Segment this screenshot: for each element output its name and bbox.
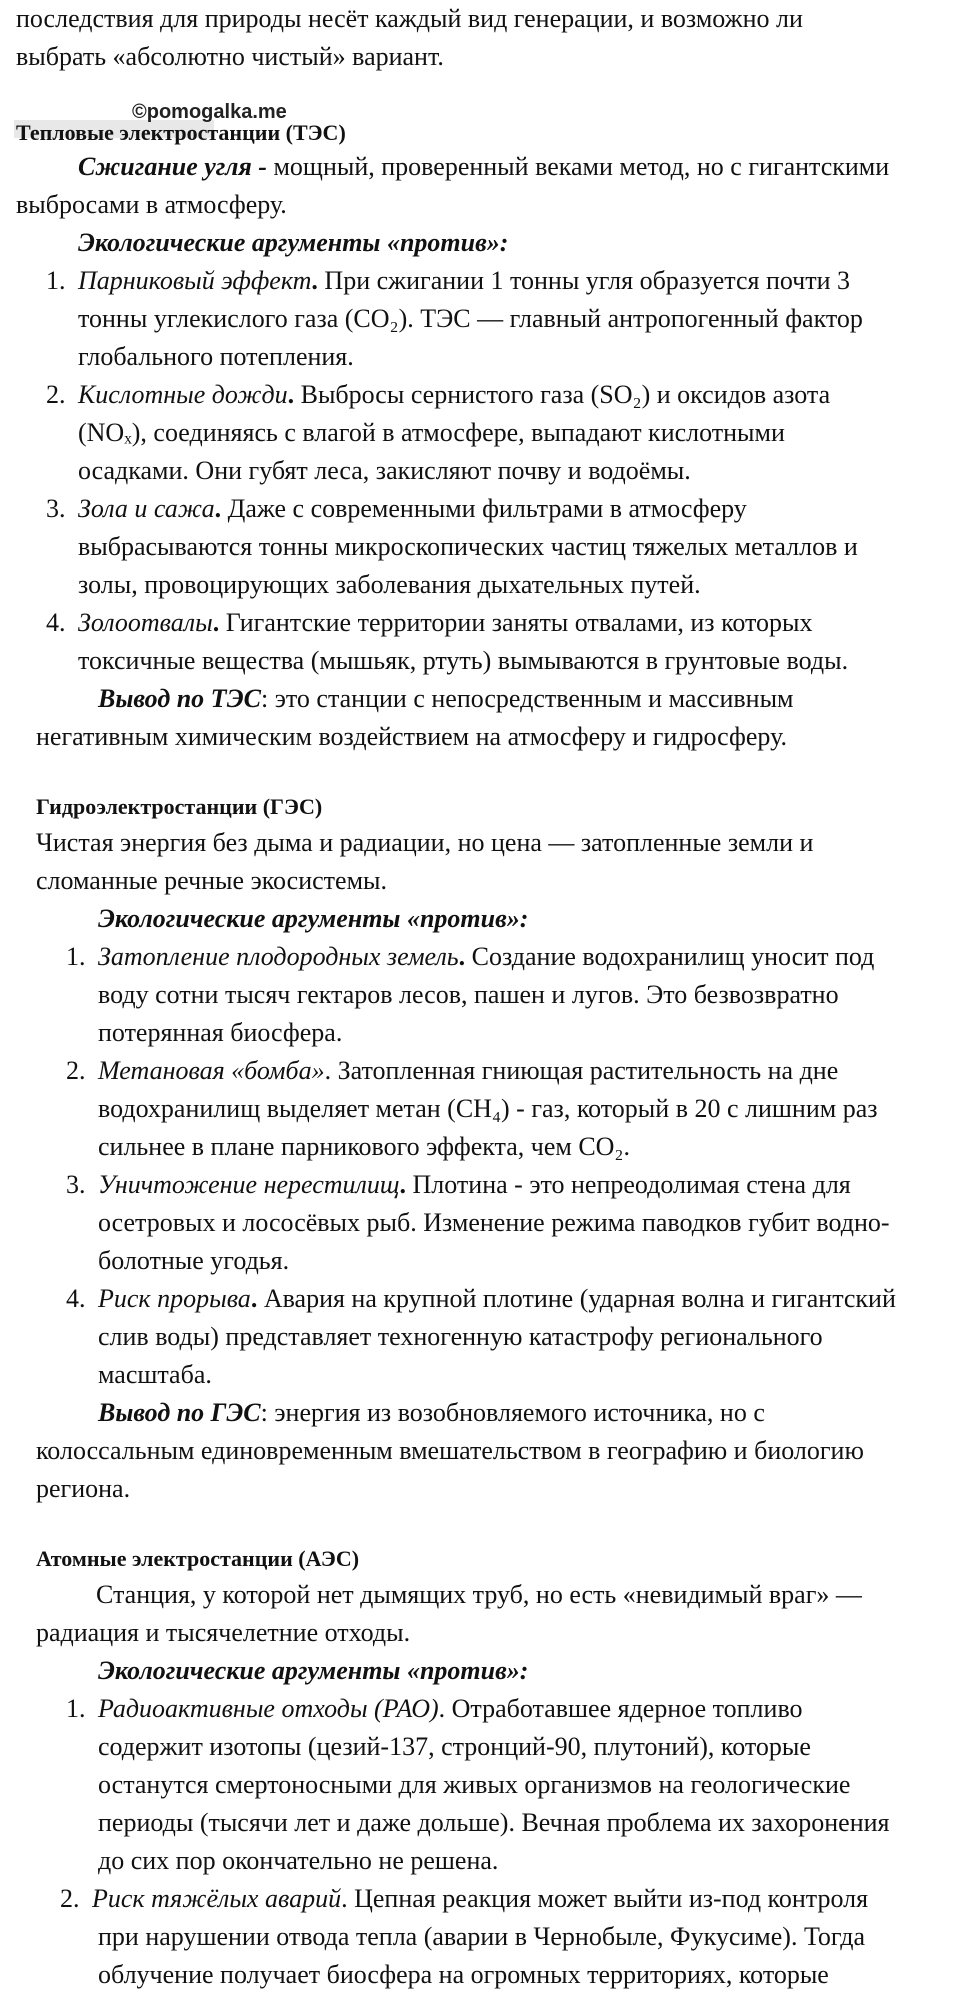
- aes-heading: Атомные электростанции (АЭС): [36, 1546, 360, 1571]
- aes-lead-line-2: радиация и тысячелетние отходы.: [36, 1618, 411, 1647]
- aes-lead-line-1: Станция, у которой нет дымящих труб, но есть «невидимый враг» —: [96, 1580, 862, 1609]
- intro-line-2: выбрать «абсолютно чистый» вариант.: [16, 42, 444, 71]
- ges-heading: Гидроэлектростанции (ГЭС): [36, 794, 323, 819]
- tes-heading: Тепловые электростанции (ТЭС): [16, 120, 346, 145]
- tes-lead-line-2: выбросами в атмосферу.: [16, 190, 287, 219]
- ges-conclusion-line-2: колоссальным единовременным вмешательством в географию и биологию: [36, 1436, 864, 1465]
- tes-lead: Сжигание угля - мощный, проверенный веками метод, но с гигантскими: [78, 152, 890, 181]
- ges-against-title: Экологические аргументы «против»:: [98, 904, 529, 933]
- document-page: последствия для природы несёт каждый вид генерации, и возможно ли выбрать «абсолютно чистый» вариант. ©pomogalka.me Тепловые электростанции (ТЭС) Сжигание угля - мощный, проверенный веками метод, но с гигантскими выбросами в атмосферу. Экологические аргументы «против»: 1. Парниковый эффект. При сжигании 1 тонны угля образуется почти 3 тонны углекислого газа (CO₂). ТЭС — главный антропогенный фактор глобального потепления. 2. Кислотные дожди. Выбросы сернистого газа (SO₂) и оксидов азота (NOₓ), соединяясь с влагой в атмосфере, выпадают кислотными осадками. Они губят леса, закисляют почву и водоёмы. 3. Зола и сажа. Даже с современными фильтрами в атмосферу выбрасываются тонны микроскопических частиц тяжелых металлов и золы, провоцирующих заболевания дыхательных путей. 4. Золоотвалы. Гигантские территории заняты отвалами, из которых токсичные вещества (мышьяк, ртуть) вымываются в грунтовые воды. Вывод по ТЭС: это станции с непосредственным и массивным негативным химическим воздействием на атмосферу и гидросферу. Гидроэлектростанции (ГЭС) Чистая энергия без дыма и радиации, но цена — затопленные земли и сломанные речные экосистемы. Экологические аргументы «против»: 1. Затопление плодородных земель. Создание водохранилищ уносит под воду сотни тысяч гектаров лесов, пашен и лугов. Это безвозвратно потерянная биосфера. 2. Метановая «бомба». Затопленная гниющая растительность на дне водохранилищ выделяет метан (CH₄) - газ, который в 20 с лишним раз сильнее в плане парникового эффекта, чем CO₂. 3. Уничтожение нерестилищ. Плотина - это непреодолимая стена для осетровых и лососёвых рыб. Изменение режима паводков губит водно- болотные угодья. 4. Риск прорыва. Авария на крупной плотине (ударная волна и гигантский слив воды) представляет техногенную катастрофу регионального масштаба. Вывод по ГЭС: энергия из возобновляемого источника, но с колоссальным единовременным вмешательством в географию и биологию региона. Атомные электростанции (АЭС) Станция, у которой нет дымящих труб, но есть «невидимый враг» — радиация и тысячелетние отходы. Экологические аргументы «против»: 1. Радиоактивные отходы (РАО). Отработавшее ядерное топливо содержит изотопы (цезий-137, стронций-90, плутоний), которые останутся смертоносными для живых организмов на геологические периоды (тысячи лет и даже дольше). Вечная проблема их захоронения до сих пор окончательно не решена. 2. Риск тяжёлых аварий. Цепная реакция может выйти из-под контроля при нарушении отвода тепла (аварии в Чернобыле, Фукусиме). Тогда облучение получает биосфера на огромных территориях, которые: [0, 0, 960, 2000]
- ges-lead-line-2: сломанные речные экосистемы.: [36, 866, 387, 895]
- ges-conclusion: Вывод по ГЭС: энергия из возобновляемого источника, но с: [98, 1398, 765, 1427]
- tes-conclusion: Вывод по ТЭС: это станции с непосредственным и массивным: [98, 684, 794, 713]
- tes-conclusion-line-2: негативным химическим воздействием на атмосферу и гидросферу.: [36, 722, 787, 751]
- ges-lead-line-1: Чистая энергия без дыма и радиации, но цена — затопленные земли и: [36, 828, 814, 857]
- intro-line-1: последствия для природы несёт каждый вид генерации, и возможно ли: [16, 4, 803, 33]
- ges-conclusion-line-3: региона.: [36, 1474, 131, 1503]
- tes-against-title: Экологические аргументы «против»:: [78, 228, 509, 257]
- watermark: ©pomogalka.me: [132, 101, 287, 123]
- aes-against-title: Экологические аргументы «против»:: [98, 1656, 529, 1685]
